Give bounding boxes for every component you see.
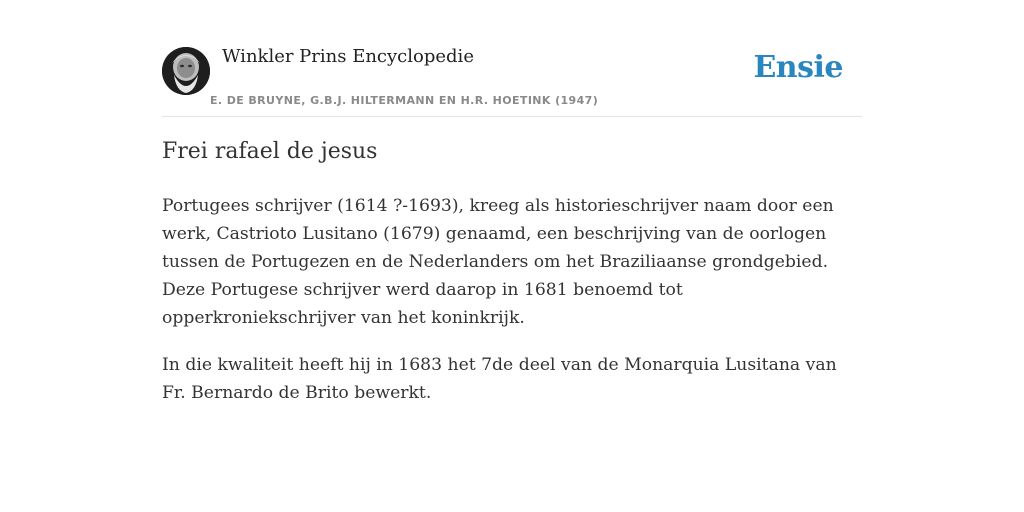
entry-paragraph: In die kwaliteit heeft hij in 1683 het 7de deel van de Monarquia Lusitana van Fr. Bernardo de Brito bewerkt.	[162, 355, 837, 403]
author-portrait-avatar[interactable]	[162, 47, 210, 95]
authors-credit: E. DE BRUYNE, G.B.J. HILTERMANN EN H.R. HOETINK (1947)	[210, 94, 599, 107]
page-container	[162, 0, 862, 403]
encyclopedia-source-link[interactable]: Winkler Prins Encyclopedie	[222, 46, 474, 67]
portrait-image	[162, 47, 210, 95]
entry-content	[162, 192, 862, 426]
entry-paragraph: Portugees schrijver (1614 ?-1693), kreeg als historieschrijver naam door een werk, Castrioto Lusitano (1679) genaamd, een beschrijving van de oorlogen tussen de Portugezen en de Nederlanders om het Braziliaanse grondgebied. Deze Portugese schrijver werd daarop in 1681 benoemd tot opperkroniekschrijver van het koninkrijk.	[162, 196, 834, 328]
ensie-logo-link[interactable]: Ensie	[753, 50, 843, 85]
entry-title: Frei rafael de jesus	[162, 139, 378, 164]
source-header	[162, 0, 862, 117]
